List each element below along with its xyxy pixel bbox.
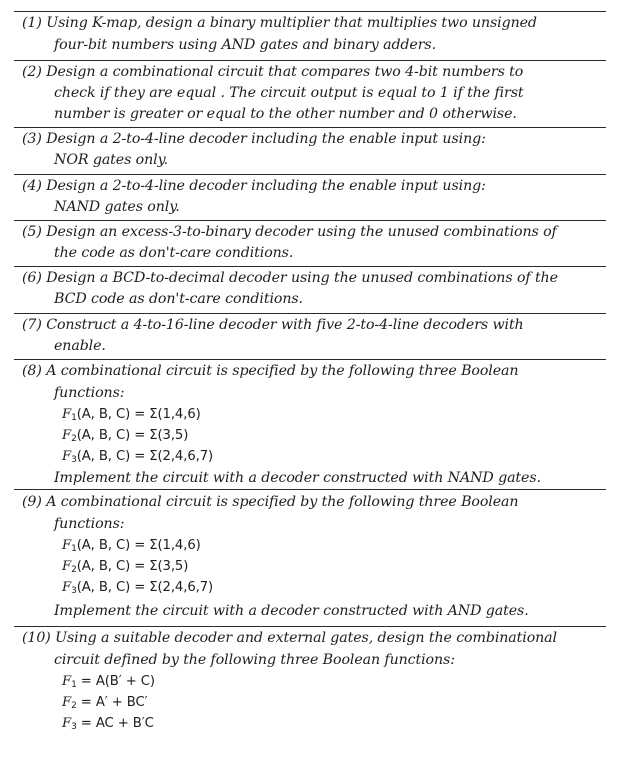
divider <box>14 489 606 490</box>
boolean-function: $F_3$ = AC + B′C <box>62 716 154 732</box>
boolean-function: $F_1 = A(B' + C)$ <box>62 674 155 690</box>
problem-line: NAND gates only. <box>54 199 180 215</box>
problem-line: enable. <box>54 338 106 354</box>
divider <box>14 626 606 627</box>
divider <box>14 127 606 128</box>
problem-line: (10) Using a suitable decoder and external gates, design the combinational <box>22 630 557 646</box>
problem-line: (4) Design a 2-to-4-line decoder including the enable input using: <box>22 178 486 194</box>
problem-line: (7) Construct a 4-to-16-line decoder with five 2-to-4-line decoders with <box>22 317 524 333</box>
problem-line: (3) Design a 2-to-4-line decoder including the enable input using: <box>22 131 486 147</box>
divider <box>14 11 606 12</box>
boolean-function: $F_2 = A' + BC'$ <box>62 695 148 711</box>
problem-line: NOR gates only. <box>54 152 169 168</box>
problem-line: (6) Design a BCD-to-decimal decoder using the unused combinations of the <box>22 270 558 286</box>
divider <box>14 174 606 175</box>
divider <box>14 220 606 221</box>
boolean-function: $F_3(A$, B, C) = Σ(2,4,6,7) <box>62 580 214 596</box>
divider <box>14 313 606 314</box>
problem-line: (2) Design a combinational circuit that compares two 4-bit numbers to <box>22 64 524 80</box>
problem-line: BCD code as don't-care conditions. <box>54 291 303 307</box>
divider <box>14 266 606 267</box>
problem-line: functions: <box>54 385 125 401</box>
problem-line: circuit defined by the following three Boolean functions: <box>54 652 455 668</box>
problem-line: (5) Design an excess-3-to-binary decoder using the unused combinations of <box>22 224 557 240</box>
boolean-function: $F_2(A$, B, C) = Σ(3,5) <box>62 428 189 444</box>
problem-line: (8) A combinational circuit is specified by the following three Boolean <box>22 363 519 379</box>
boolean-function: $F_3(A$, B, C) = Σ(2,4,6,7) <box>62 449 214 465</box>
problem-line: (1) Using K-map, design a binary multiplier that multiplies two unsigned <box>22 15 537 31</box>
boolean-function: $F_1(A$, B, C) = Σ(1,4,6) <box>62 538 201 554</box>
problem-line: number is greater or equal to the other number and 0 otherwise. <box>54 106 517 122</box>
problem-line: check if they are equal . The circuit output is equal to 1 if the first <box>54 85 524 101</box>
boolean-function: $F_2(A$, B, C) = Σ(3,5) <box>62 559 189 575</box>
divider <box>14 359 606 360</box>
problem-closing: Implement the circuit with a decoder constructed with AND gates. <box>54 603 529 619</box>
problem-line: functions: <box>54 516 125 532</box>
problem-closing: Implement the circuit with a decoder constructed with NAND gates. <box>54 470 541 486</box>
problem-line: (9) A combinational circuit is specified by the following three Boolean <box>22 494 519 510</box>
divider <box>14 60 606 61</box>
boolean-function: $F_1(A$, B, C) = Σ(1,4,6) <box>62 407 201 423</box>
problem-line: the code as don't-care conditions. <box>54 245 294 261</box>
problem-line: four-bit numbers using AND gates and binary adders. <box>54 37 436 53</box>
